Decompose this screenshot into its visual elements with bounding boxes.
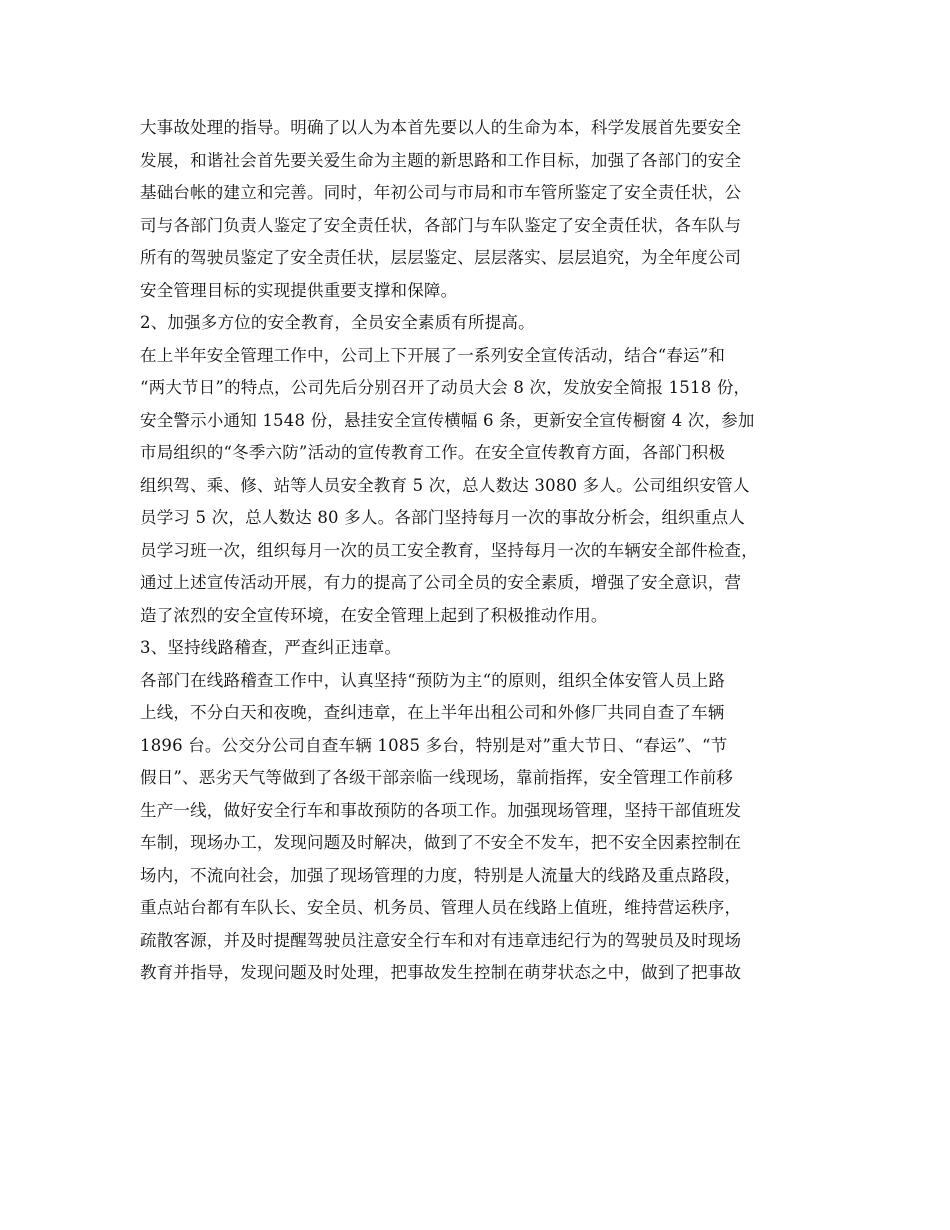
section-heading-2: 2、加强多方位的安全教育，全员安全素质有所提高。 <box>140 313 535 332</box>
text-line: 基础台帐的建立和完善。同时，年初公司与市局和市车管所鉴定了安全责任状，公 <box>140 183 742 202</box>
text-line: 重点站台都有车队长、安全员、机务员、管理人员在线路上值班，维持营运秩序， <box>140 898 742 917</box>
text-line: 大事故处理的指导。明确了以人为本首先要以人的生命为本，科学发展首先要安全 <box>140 118 742 137</box>
text-line: 发展，和谐社会首先要关爱生命为主题的新思路和工作目标，加强了各部门的安全 <box>140 150 742 170</box>
text-line: 组织驾、乘、修、站等人员安全教育 5 次，总人数达 3080 多人。公司组织安管人 <box>140 475 750 495</box>
text-line: 各部门在线路稽查工作中，认真坚持“预防为主“的原则，组织全体安管人员上路 <box>140 670 726 690</box>
text-line: 生产一线，做好安全行车和事故预防的各项工作。加强现场管理，坚持干部值班发 <box>140 800 742 820</box>
text-line: 员学习班一次，组织每月一次的员工安全教育，坚持每月一次的车辆安全部件检查， <box>140 540 758 560</box>
text-line: 上线，不分白天和夜晚，查纠违章，在上半年出租公司和外修厂共同自查了车辆 <box>140 703 725 722</box>
text-line: 市局组织的“冬季六防”活动的宣传教育工作。在安全宣传教育方面，各部门积极 <box>140 443 726 462</box>
text-line: 1896 台。公交分公司自查车辆 1085 多台，特别是对”重大节日、“春运”、“节 <box>140 735 728 755</box>
text-line: 所有的驾驶员鉴定了安全责任状，层层鉴定、层层落实、层层追究，为全年度公司 <box>140 248 742 267</box>
text-line: 在上半年安全管理工作中，公司上下开展了一系列安全宣传活动，结合“春运”和 <box>140 345 726 365</box>
text-line: 车制，现场办工，发现问题及时解决，做到了不安全不发车，把不安全因素控制在 <box>140 833 742 852</box>
text-line: “两大节日”的特点，公司先后分别召开了动员大会 8 次，发放安全简报 1518 份， <box>140 378 751 397</box>
text-line: 假日”、恶劣天气等做到了各级干部亲临一线现场，靠前指挥，安全管理工作前移 <box>140 768 734 787</box>
document-body <box>140 112 815 990</box>
text-line: 安全管理目标的实现提供重要支撑和保障。 <box>140 280 458 300</box>
text-line: 场内，不流向社会，加强了现场管理的力度，特别是人流量大的线路及重点路段， <box>140 865 742 885</box>
text-line: 员学习 5 次，总人数达 80 多人。各部门坚持每月一次的事故分析会，组织重点人 <box>140 508 745 527</box>
text-line: 通过上述宣传活动开展，有力的提高了公司全员的安全素质，增强了安全意识，营 <box>140 573 742 592</box>
text-line: 教育并指导，发现问题及时处理，把事故发生控制在萌芽状态之中，做到了把事故 <box>140 963 742 982</box>
text-line: 疏散客源，并及时提醒驾驶员注意安全行车和对有违章违纪行为的驾驶员及时现场 <box>140 930 742 950</box>
section-heading-3: 3、坚持线路稽查，严查纠正违章。 <box>140 638 402 657</box>
text-line: 造了浓烈的安全宣传环境，在安全管理上起到了积极推动作用。 <box>140 605 608 625</box>
text-line: 安全警示小通知 1548 份，悬挂安全宣传横幅 6 条，更新安全宣传橱窗 4 次，参加 <box>140 410 755 430</box>
text-line: 司与各部门负责人鉴定了安全责任状，各部门与车队鉴定了安全责任状，各车队与 <box>140 215 742 235</box>
